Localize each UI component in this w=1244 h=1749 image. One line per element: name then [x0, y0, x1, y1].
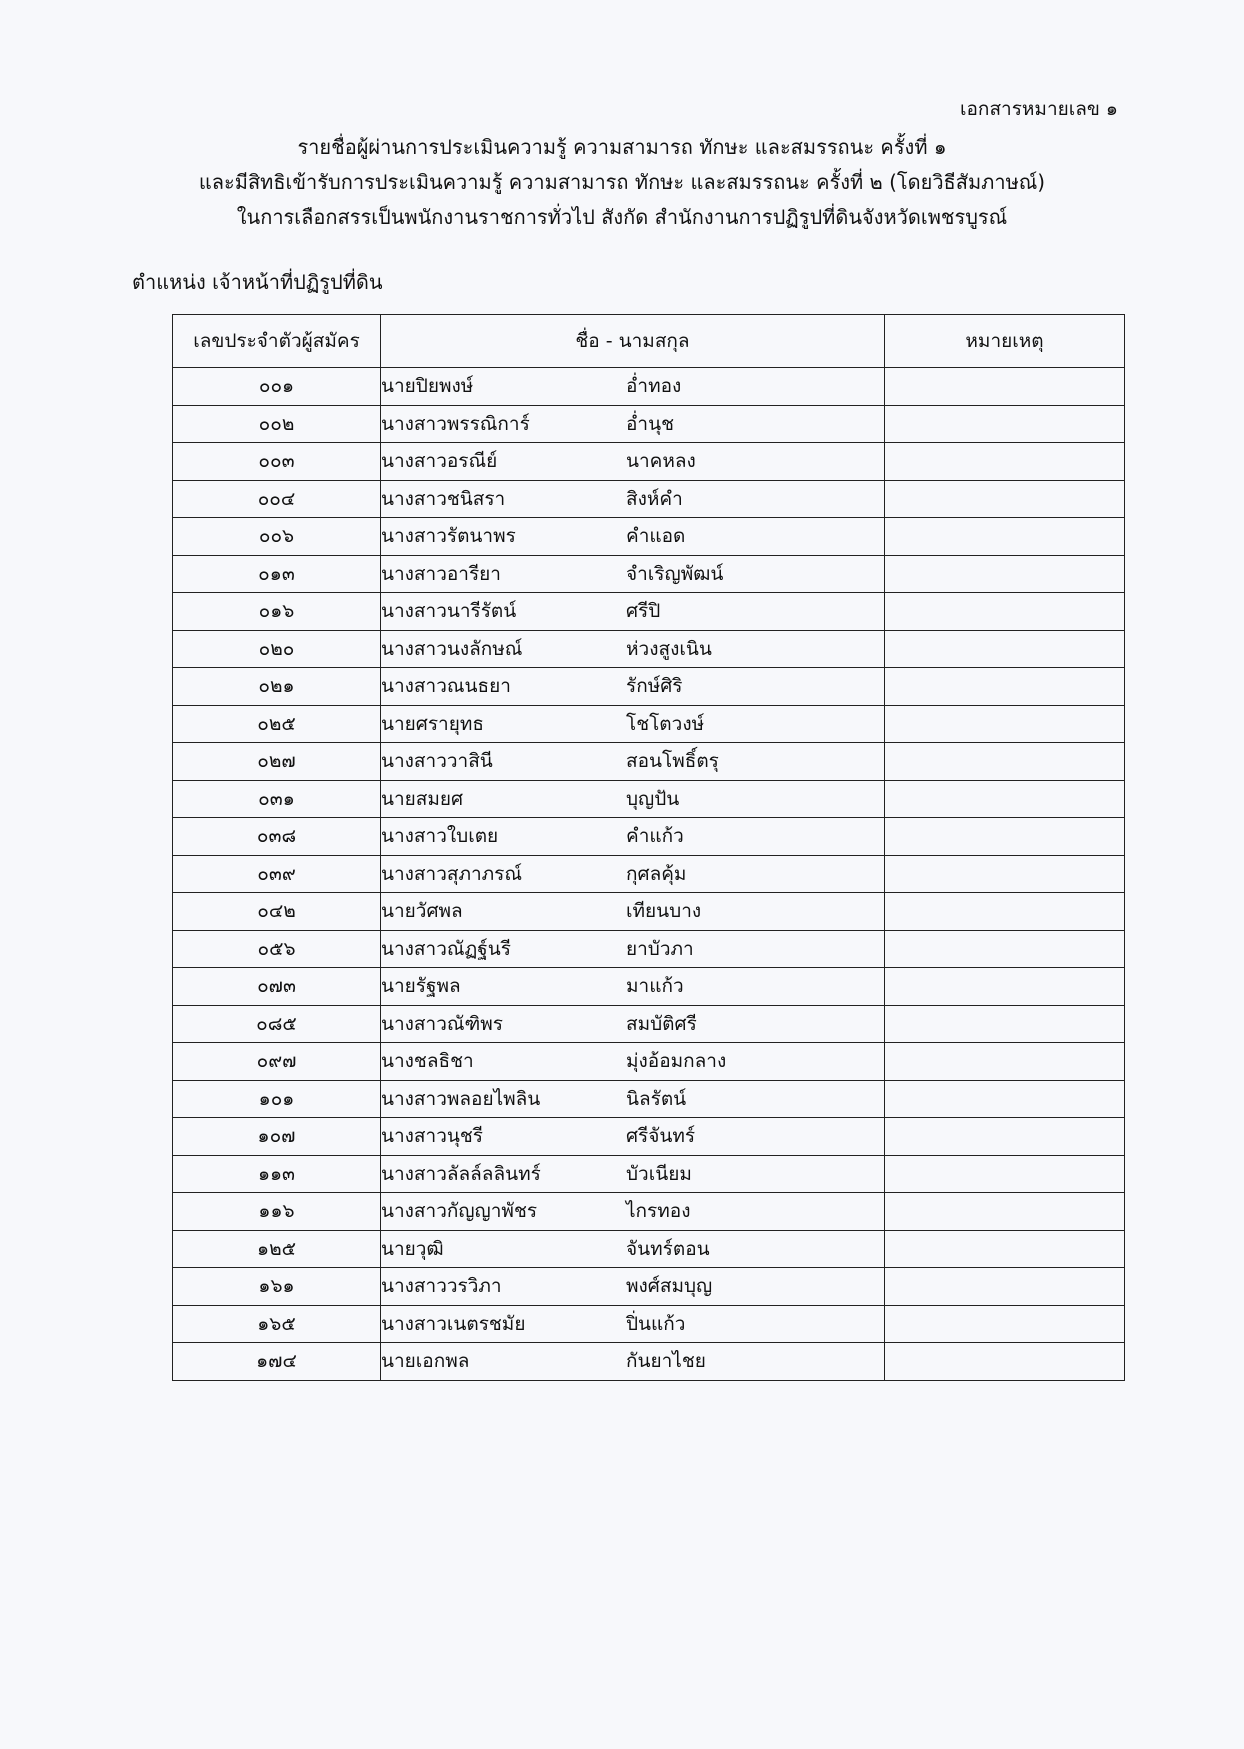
- remarks-cell: [885, 518, 1125, 556]
- table-row: [173, 555, 1125, 593]
- remarks-cell: [885, 818, 1125, 856]
- surname: สมบัติศรี: [626, 1012, 697, 1035]
- applicant-id: ๐๐๒: [173, 405, 381, 443]
- given-name: นางสาวณัฏฐ์นรี: [381, 937, 511, 960]
- surname: กันยาไชย: [626, 1350, 706, 1373]
- remarks-cell: [885, 1305, 1125, 1343]
- table-row: [173, 368, 1125, 406]
- surname: ห่วงสูงเนิน: [626, 637, 712, 660]
- applicant-id: ๑๖๑: [173, 1268, 381, 1306]
- applicant-name: [381, 818, 885, 856]
- surname: บุญปัน: [626, 787, 680, 810]
- applicant-name: [381, 1005, 885, 1043]
- applicant-id: ๐๐๔: [173, 480, 381, 518]
- surname: คำแอด: [626, 525, 686, 548]
- surname: สิงห์คำ: [626, 487, 683, 510]
- given-name: นางสาวชนิสรา: [381, 487, 506, 510]
- table-row: [173, 405, 1125, 443]
- surname: กุศลคุ้ม: [626, 862, 687, 885]
- heading-line-2: และมีสิทธิเข้ารับการประเมินความรู้ ความสามารถ ทักษะ และสมรรถนะ ครั้งที่ ๒ (โดยวิธีสัมภาษณ์): [198, 170, 1046, 194]
- given-name: นางสาวนุชรี: [381, 1125, 483, 1148]
- applicant-id: ๐๓๑: [173, 780, 381, 818]
- table-row: [173, 968, 1125, 1006]
- applicant-id: ๑๒๕: [173, 1230, 381, 1268]
- applicant-id: ๐๙๗: [173, 1043, 381, 1081]
- applicant-id: ๐๕๖: [173, 930, 381, 968]
- applicant-id: ๐๐๓: [173, 443, 381, 481]
- remarks-cell: [885, 1343, 1125, 1381]
- applicant-id: ๐๔๒: [173, 893, 381, 931]
- applicant-name: [381, 443, 885, 481]
- given-name: นางสาวนงลักษณ์: [381, 637, 523, 660]
- applicant-name: [381, 780, 885, 818]
- remarks-cell: [885, 668, 1125, 706]
- table-row: [173, 855, 1125, 893]
- given-name: นางสาววาสินี: [381, 750, 493, 773]
- remarks-cell: [885, 1155, 1125, 1193]
- table-row: [173, 1005, 1125, 1043]
- given-name: นางสาวพลอยไพลิน: [381, 1087, 541, 1110]
- given-name: นางชลธิชา: [381, 1050, 474, 1073]
- applicant-name: [381, 555, 885, 593]
- header-full-name: ชื่อ - นามสกุล: [381, 315, 885, 368]
- remarks-cell: [885, 893, 1125, 931]
- remarks-cell: [885, 930, 1125, 968]
- position-title: ตำแหน่ง เจ้าหน้าที่ปฏิรูปที่ดิน: [132, 270, 383, 294]
- surname: นิลรัตน์: [626, 1087, 687, 1110]
- surname: ศรีจันทร์: [626, 1125, 696, 1148]
- surname: อ่ำนุช: [626, 412, 674, 435]
- table-row: [173, 1193, 1125, 1231]
- applicant-id: ๑๐๑: [173, 1080, 381, 1118]
- surname: เทียนบาง: [626, 900, 702, 923]
- table-header-row: [173, 315, 1125, 368]
- applicant-id: ๑๖๕: [173, 1305, 381, 1343]
- given-name: นายวุฒิ: [381, 1237, 444, 1260]
- remarks-cell: [885, 705, 1125, 743]
- table-row: [173, 1268, 1125, 1306]
- surname: ศรีปิ: [626, 600, 661, 623]
- surname: พงศ์สมบุญ: [626, 1275, 713, 1298]
- given-name: นางสาวอรณีย์: [381, 450, 498, 473]
- table-row: [173, 780, 1125, 818]
- applicant-name: [381, 968, 885, 1006]
- applicant-id: ๑๑๓: [173, 1155, 381, 1193]
- applicant-name: [381, 1193, 885, 1231]
- given-name: นางสาวลัลล์ลลินทร์: [381, 1162, 541, 1185]
- remarks-cell: [885, 1005, 1125, 1043]
- given-name: นายสมยศ: [381, 787, 464, 810]
- remarks-cell: [885, 555, 1125, 593]
- given-name: นางสาวณัฑิพร: [381, 1012, 503, 1035]
- table-row: [173, 1305, 1125, 1343]
- applicant-id: ๐๑๖: [173, 593, 381, 631]
- given-name: นางสาวอารียา: [381, 562, 501, 585]
- applicant-name: [381, 743, 885, 781]
- given-name: นางสาวนารีรัตน์: [381, 600, 517, 623]
- table-row: [173, 518, 1125, 556]
- remarks-cell: [885, 1268, 1125, 1306]
- document-reference: เอกสารหมายเลข ๑: [960, 98, 1118, 120]
- applicant-name: [381, 1230, 885, 1268]
- applicant-id: ๐๘๕: [173, 1005, 381, 1043]
- table-row: [173, 705, 1125, 743]
- given-name: นางสาววรวิภา: [381, 1275, 502, 1298]
- applicant-id: ๐๗๓: [173, 968, 381, 1006]
- surname: อ่ำทอง: [626, 375, 682, 398]
- given-name: นางสาวพรรณิการ์: [381, 412, 530, 435]
- table-row: [173, 1118, 1125, 1156]
- heading-line-3: ในการเลือกสรรเป็นพนักงานราชการทั่วไป สังกัด สำนักงานการปฏิรูปที่ดินจังหวัดเพชรบูรณ์: [236, 205, 1008, 229]
- applicant-name: [381, 1268, 885, 1306]
- given-name: นายเอกพล: [381, 1350, 470, 1373]
- surname: สอนโพธิ์ตรุ: [626, 750, 719, 773]
- applicant-name: [381, 480, 885, 518]
- applicant-name: [381, 405, 885, 443]
- remarks-cell: [885, 480, 1125, 518]
- applicant-id: ๐๐๑: [173, 368, 381, 406]
- heading-line-1: รายชื่อผู้ผ่านการประเมินความรู้ ความสามารถ ทักษะ และสมรรถนะ ครั้งที่ ๑: [297, 135, 947, 159]
- table-row: [173, 1155, 1125, 1193]
- table-row: [173, 593, 1125, 631]
- applicant-name: [381, 855, 885, 893]
- surname: รักษ์ศิริ: [626, 675, 683, 698]
- table-row: [173, 930, 1125, 968]
- surname: จันทร์ตอน: [626, 1237, 710, 1260]
- document-heading: [0, 130, 1244, 235]
- given-name: นางสาวสุภาภรณ์: [381, 862, 523, 885]
- applicant-id: ๐๒๗: [173, 743, 381, 781]
- given-name: นางสาวรัตนาพร: [381, 525, 516, 548]
- applicant-id: ๐๐๖: [173, 518, 381, 556]
- given-name: นายศรายุทธ: [381, 712, 484, 735]
- applicant-id: ๐๒๕: [173, 705, 381, 743]
- surname: ยาบัวภา: [626, 937, 694, 960]
- applicant-name: [381, 593, 885, 631]
- surname: บัวเนียม: [626, 1162, 692, 1185]
- applicant-name: [381, 1305, 885, 1343]
- table-row: [173, 1343, 1125, 1381]
- applicant-name: [381, 1343, 885, 1381]
- applicant-name: [381, 668, 885, 706]
- remarks-cell: [885, 968, 1125, 1006]
- remarks-cell: [885, 743, 1125, 781]
- applicant-id: ๑๑๖: [173, 1193, 381, 1231]
- applicant-id: ๐๓๘: [173, 818, 381, 856]
- remarks-cell: [885, 405, 1125, 443]
- given-name: นายวัศพล: [381, 900, 463, 923]
- given-name: นางสาวใบเตย: [381, 825, 499, 848]
- applicant-name: [381, 893, 885, 931]
- applicant-name: [381, 630, 885, 668]
- applicant-id: ๑๗๔: [173, 1343, 381, 1381]
- remarks-cell: [885, 780, 1125, 818]
- table-row: [173, 630, 1125, 668]
- surname: จำเริญพัฒน์: [626, 562, 724, 585]
- applicant-name: [381, 518, 885, 556]
- remarks-cell: [885, 1193, 1125, 1231]
- header-applicant-id: เลขประจำตัวผู้สมัคร: [173, 315, 381, 368]
- table-body: [173, 368, 1125, 1381]
- surname: คำแก้ว: [626, 825, 684, 848]
- applicant-name: [381, 1118, 885, 1156]
- candidate-table: [172, 314, 1125, 1381]
- surname: มุ่งอ้อมกลาง: [626, 1050, 727, 1073]
- applicant-name: [381, 930, 885, 968]
- applicant-id: ๐๓๙: [173, 855, 381, 893]
- remarks-cell: [885, 1118, 1125, 1156]
- applicant-id: ๑๐๗: [173, 1118, 381, 1156]
- table-row: [173, 818, 1125, 856]
- given-name: นางสาวกัญญาพัชร: [381, 1200, 538, 1223]
- remarks-cell: [885, 593, 1125, 631]
- applicant-name: [381, 1043, 885, 1081]
- applicant-name: [381, 1080, 885, 1118]
- table-row: [173, 668, 1125, 706]
- given-name: นางสาวเนตรชมัย: [381, 1312, 526, 1335]
- surname: โชโตวงษ์: [626, 712, 705, 735]
- table-row: [173, 743, 1125, 781]
- remarks-cell: [885, 368, 1125, 406]
- header-remarks: หมายเหตุ: [885, 315, 1125, 368]
- given-name: นางสาวณนธยา: [381, 675, 511, 698]
- surname: ปิ่นแก้ว: [626, 1312, 686, 1335]
- applicant-id: ๐๑๓: [173, 555, 381, 593]
- table-row: [173, 893, 1125, 931]
- table-row: [173, 443, 1125, 481]
- applicant-name: [381, 1155, 885, 1193]
- table-row: [173, 1230, 1125, 1268]
- remarks-cell: [885, 1043, 1125, 1081]
- applicant-id: ๐๒๐: [173, 630, 381, 668]
- surname: มาแก้ว: [626, 975, 684, 998]
- applicant-id: ๐๒๑: [173, 668, 381, 706]
- given-name: นายปิยพงษ์: [381, 375, 474, 398]
- table-row: [173, 1080, 1125, 1118]
- applicant-name: [381, 705, 885, 743]
- table-row: [173, 1043, 1125, 1081]
- remarks-cell: [885, 1230, 1125, 1268]
- applicant-name: [381, 368, 885, 406]
- given-name: นายรัฐพล: [381, 975, 461, 998]
- remarks-cell: [885, 630, 1125, 668]
- remarks-cell: [885, 443, 1125, 481]
- surname: นาคหลง: [626, 450, 696, 473]
- surname: ไกรทอง: [626, 1200, 691, 1223]
- remarks-cell: [885, 1080, 1125, 1118]
- table-row: [173, 480, 1125, 518]
- remarks-cell: [885, 855, 1125, 893]
